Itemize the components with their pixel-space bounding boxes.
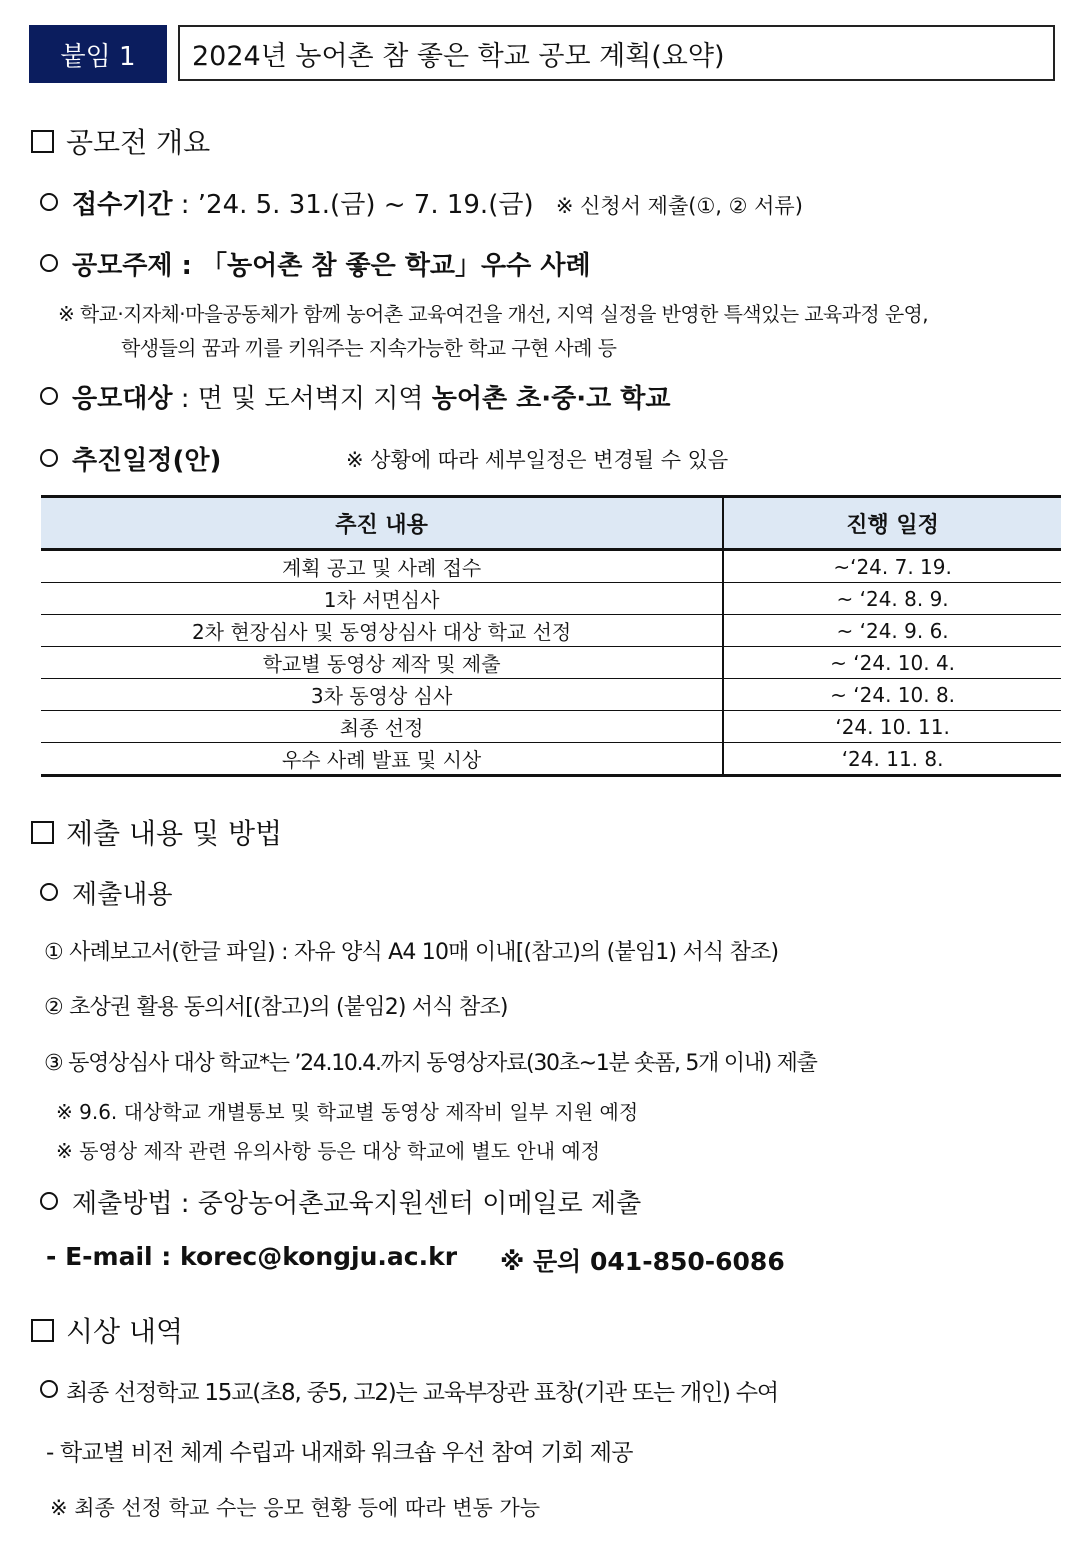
schedule-item [40,440,221,477]
submission-item-2: ② 초상권 활용 동의서[(참고)의 (붙임2) 서식 참조) [44,995,508,1020]
period-value: : ’24. 5. 31.(금) ~ 7. 19.(금) [172,190,534,220]
target-value-bold: 농어촌 초·중·고 학교 [431,384,671,414]
theme-label: 공모주제 [72,251,173,281]
awards-line-2: - 학교별 비전 체계 수립과 내재화 워크숍 우선 참여 기회 제공 [46,1440,633,1466]
row-date: ~ ‘24. 8. 9. [723,583,1061,615]
period-note: ※ 신청서 제출(①, ② 서류) [555,194,803,218]
awards-note: ※ 최종 선정 학교 수는 응모 현황 등에 따라 변동 가능 [50,1496,541,1520]
period-label: 접수기간 [72,190,173,220]
submission-item-1: ① 사례보고서(한글 파일) : 자유 양식 A4 10매 이내[(참고)의 (붙임1) 서식 참조) [44,940,779,965]
header-content: 추진 내용 [41,497,723,550]
inquiry-line: ※ 문의 041-850-6086 [500,1247,785,1276]
awards-text: 최종 선정학교 15교(초8, 중5, 고2)는 교육부장관 표창(기관 또는 개인) 수여 [66,1380,778,1406]
row-content: 3차 동영상 심사 [41,679,723,711]
submission-note-2: ※ 동영상 제작 관련 유의사항 등은 대상 학교에 별도 안내 예정 [56,1139,601,1163]
target-value: : 면 및 도서벽지 지역 [172,384,432,414]
section-heading: 공모전 개요 [66,126,211,159]
table-row [41,615,1061,647]
table-row [41,743,1061,776]
circle-bullet-icon [40,1192,58,1210]
attachment-tag: 붙임 1 [29,25,167,83]
header-date: 진행 일정 [723,497,1061,550]
section-heading: 제출 내용 및 방법 [66,817,283,850]
row-date: ~ ‘24. 10. 4. [723,647,1061,679]
section-heading: 시상 내역 [66,1315,184,1348]
table-row [41,583,1061,615]
section-submission [31,812,282,852]
row-content: 최종 선정 [41,711,723,743]
awards-line-1 [40,1374,778,1407]
submission-note-1: ※ 9.6. 대상학교 개별통보 및 학교별 동영상 제작비 일부 지원 예정 [56,1100,639,1124]
document-title: 2024년 농어촌 참 좋은 학교 공모 계획(요약) [178,25,1055,81]
target-item [40,378,671,415]
checkbox-bullet-icon [31,821,54,844]
section-overview [31,121,210,161]
checkbox-bullet-icon [31,130,54,153]
row-content: 학교별 동영상 제작 및 제출 [41,647,723,679]
circle-bullet-icon [40,1380,58,1398]
theme-note-2: 학생들의 꿈과 끼를 키워주는 지속가능한 학교 구현 사례 등 [121,336,617,360]
theme-value: : 「농어촌 참 좋은 학교」우수 사례 [172,251,591,281]
target-label: 응모대상 [72,384,173,414]
theme-item [40,245,591,282]
circle-bullet-icon [40,387,58,405]
checkbox-bullet-icon [31,1319,54,1342]
section-awards [31,1310,183,1350]
row-date: ‘24. 11. 8. [723,743,1061,776]
period-item [40,184,803,221]
row-date: ~‘24. 7. 19. [723,550,1061,583]
submission-item-3: ③ 동영상심사 대상 학교*는 ’24.10.4.까지 동영상자료(30초~1분 숏폼, 5개 이내) 제출 [44,1051,817,1076]
row-date: ~ ‘24. 9. 6. [723,615,1061,647]
table-row [41,550,1061,583]
row-date: ‘24. 10. 11. [723,711,1061,743]
row-date: ~ ‘24. 10. 8. [723,679,1061,711]
table-row [41,679,1061,711]
method-text: 제출방법 : 중앙농어촌교육지원센터 이메일로 제출 [72,1189,642,1219]
circle-bullet-icon [40,254,58,272]
schedule-label: 추진일정(안) [72,446,222,476]
table-header-row [41,497,1061,550]
email-line: - E-mail : korec@kongju.ac.kr [46,1242,458,1271]
submission-content [40,874,172,911]
circle-bullet-icon [40,193,58,211]
row-content: 우수 사례 발표 및 시상 [41,743,723,776]
schedule-note: ※ 상황에 따라 세부일정은 변경될 수 있음 [346,448,729,472]
theme-note-1: ※ 학교·지자체·마을공동체가 함께 농어촌 교육여건을 개선, 지역 실정을 반영한 특색있는 교육과정 운영, [58,302,929,326]
row-content: 2차 현장심사 및 동영상심사 대상 학교 선정 [41,615,723,647]
schedule-table [41,495,1061,777]
row-content: 1차 서면심사 [41,583,723,615]
table-row [41,647,1061,679]
content-label: 제출내용 [72,880,173,910]
row-content: 계획 공고 및 사례 접수 [41,550,723,583]
circle-bullet-icon [40,449,58,467]
submission-method [40,1183,641,1220]
circle-bullet-icon [40,883,58,901]
table-row [41,711,1061,743]
